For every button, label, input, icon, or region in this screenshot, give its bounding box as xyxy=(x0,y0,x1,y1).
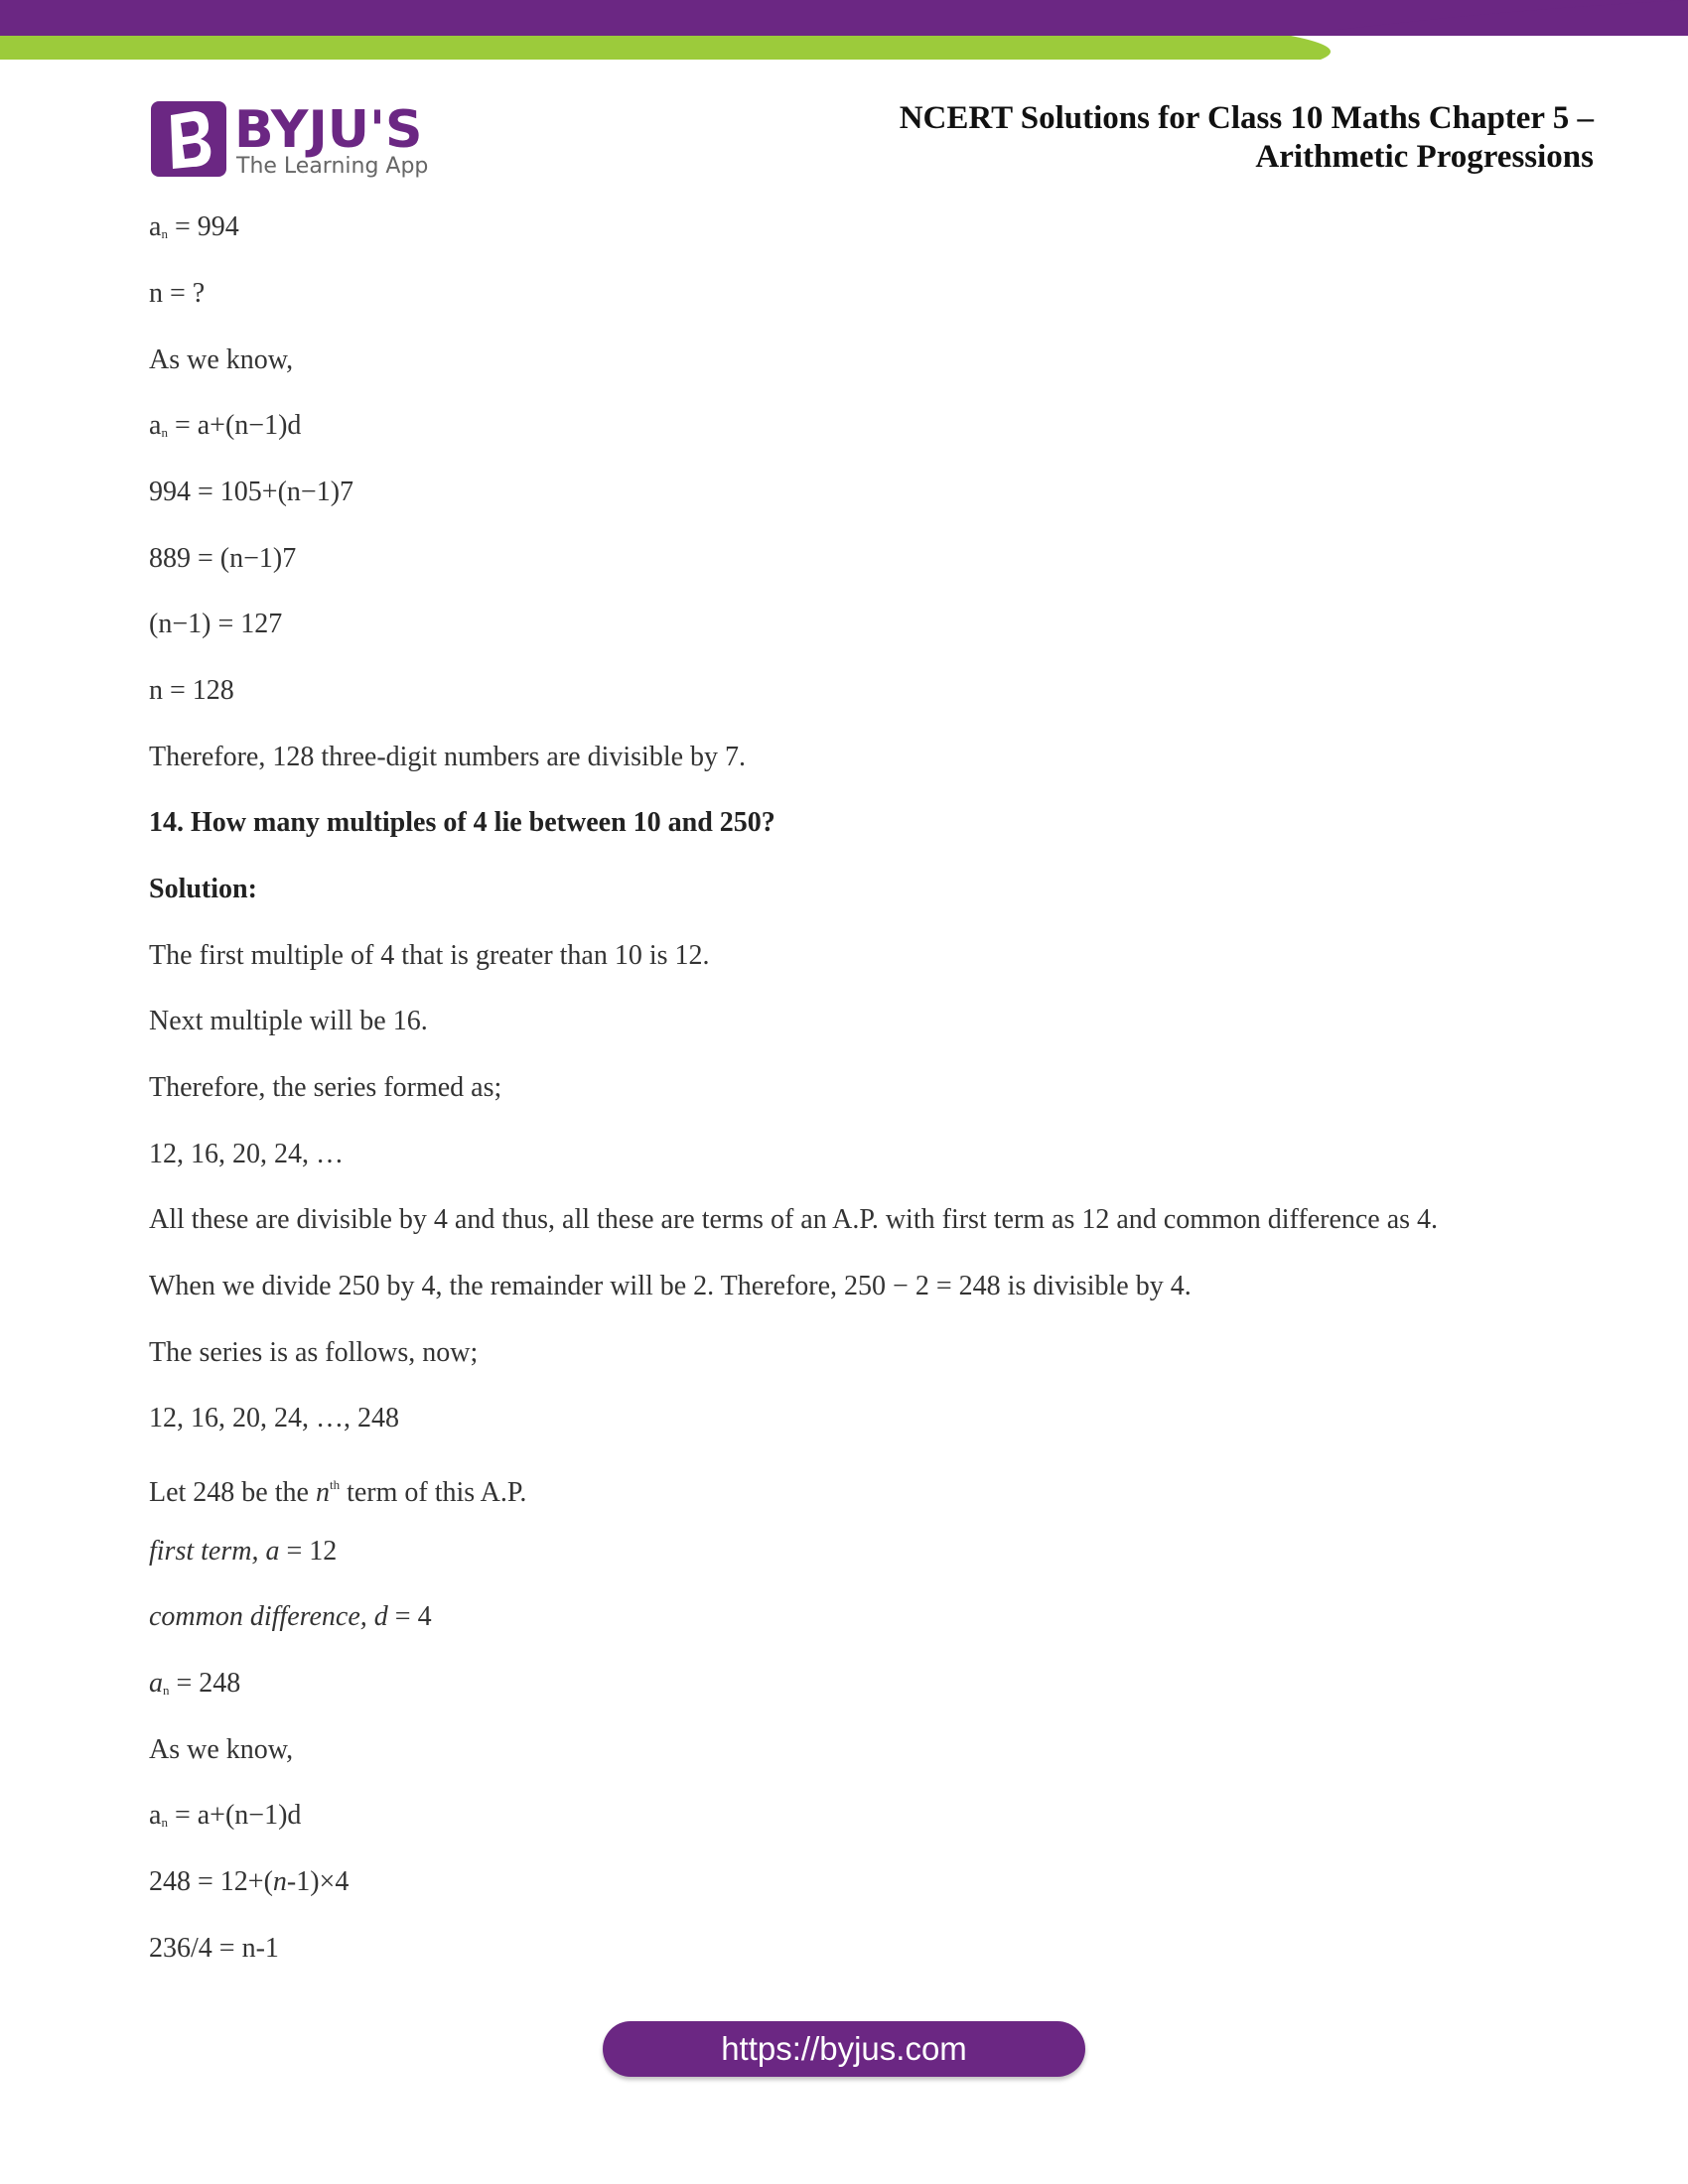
byjus-b-logo-icon xyxy=(151,101,226,177)
text-line: As we know, xyxy=(149,1734,294,1765)
equation-line: $a_n = 248$ xyxy=(149,1668,241,1699)
text-line: Next multiple will be 16. xyxy=(149,1006,428,1036)
equation-line: 12, 16, 20, 24, … xyxy=(149,1139,344,1169)
text-line: Therefore, 128 three-digit numbers are divisible by 7. xyxy=(149,742,747,772)
footer-url-text: https://byjus.com xyxy=(721,2030,967,2067)
question-heading: 14. How many multiples of 4 lie between 10 and 250? xyxy=(149,807,775,838)
footer-url-link[interactable] xyxy=(603,2021,1085,2077)
equation-line: 12, 16, 20, 24, …, 248 xyxy=(149,1403,399,1433)
equation-line: n = ? xyxy=(149,278,206,309)
equation-line: 994 = 105+(n−1)7 xyxy=(149,477,354,507)
logo-tagline-text: The Learning App xyxy=(236,154,429,179)
title-line-1: NCERT Solutions for Class 10 Maths Chapter 5 – xyxy=(899,100,1594,136)
equation-line: first term, a = 12 xyxy=(149,1536,338,1567)
equation-line: 889 = (n−1)7 xyxy=(149,543,297,574)
equation-line: $a_n = 994$ xyxy=(149,211,239,242)
equation-line: $a_n = a+(n-1)d$ xyxy=(149,410,302,441)
text-line: All these are divisible by 4 and thus, all these are terms of an A.P. with first term as 12 and common difference as 4. xyxy=(149,1204,1439,1235)
logo-brand-text: BYJU'S xyxy=(234,100,423,160)
equation-line: 236/4 = n-1 xyxy=(149,1933,279,1964)
solution-label: Solution: xyxy=(149,874,257,904)
equation-line: (n−1) = 127 xyxy=(149,609,283,639)
header-decorative-bands xyxy=(0,0,1688,64)
text-line: Let 248 be the $n^{th}$ term of this A.P. xyxy=(149,1477,527,1508)
text-line: Therefore, the series formed as; xyxy=(149,1072,502,1103)
document-title xyxy=(700,99,1594,177)
text-line: When we divide 250 by 4, the remainder will be 2. Therefore, 250 − 2 = 248 is divisible by 4. xyxy=(149,1271,1192,1301)
text-line: As we know, xyxy=(149,344,294,375)
equation-line: $a_n = a+(n-1)d$ xyxy=(149,1800,302,1831)
text-line: The first multiple of 4 that is greater than 10 is 12. xyxy=(149,940,710,971)
equation-line: common difference, d = 4 xyxy=(149,1601,432,1632)
title-line-2: Arithmetic Progressions xyxy=(1255,139,1594,175)
text-line: The series is as follows, now; xyxy=(149,1337,479,1368)
equation-line: n = 128 xyxy=(149,675,234,706)
equation-line: 248 = 12+(n-1)×4 xyxy=(149,1866,350,1897)
byjus-logo xyxy=(149,99,437,181)
